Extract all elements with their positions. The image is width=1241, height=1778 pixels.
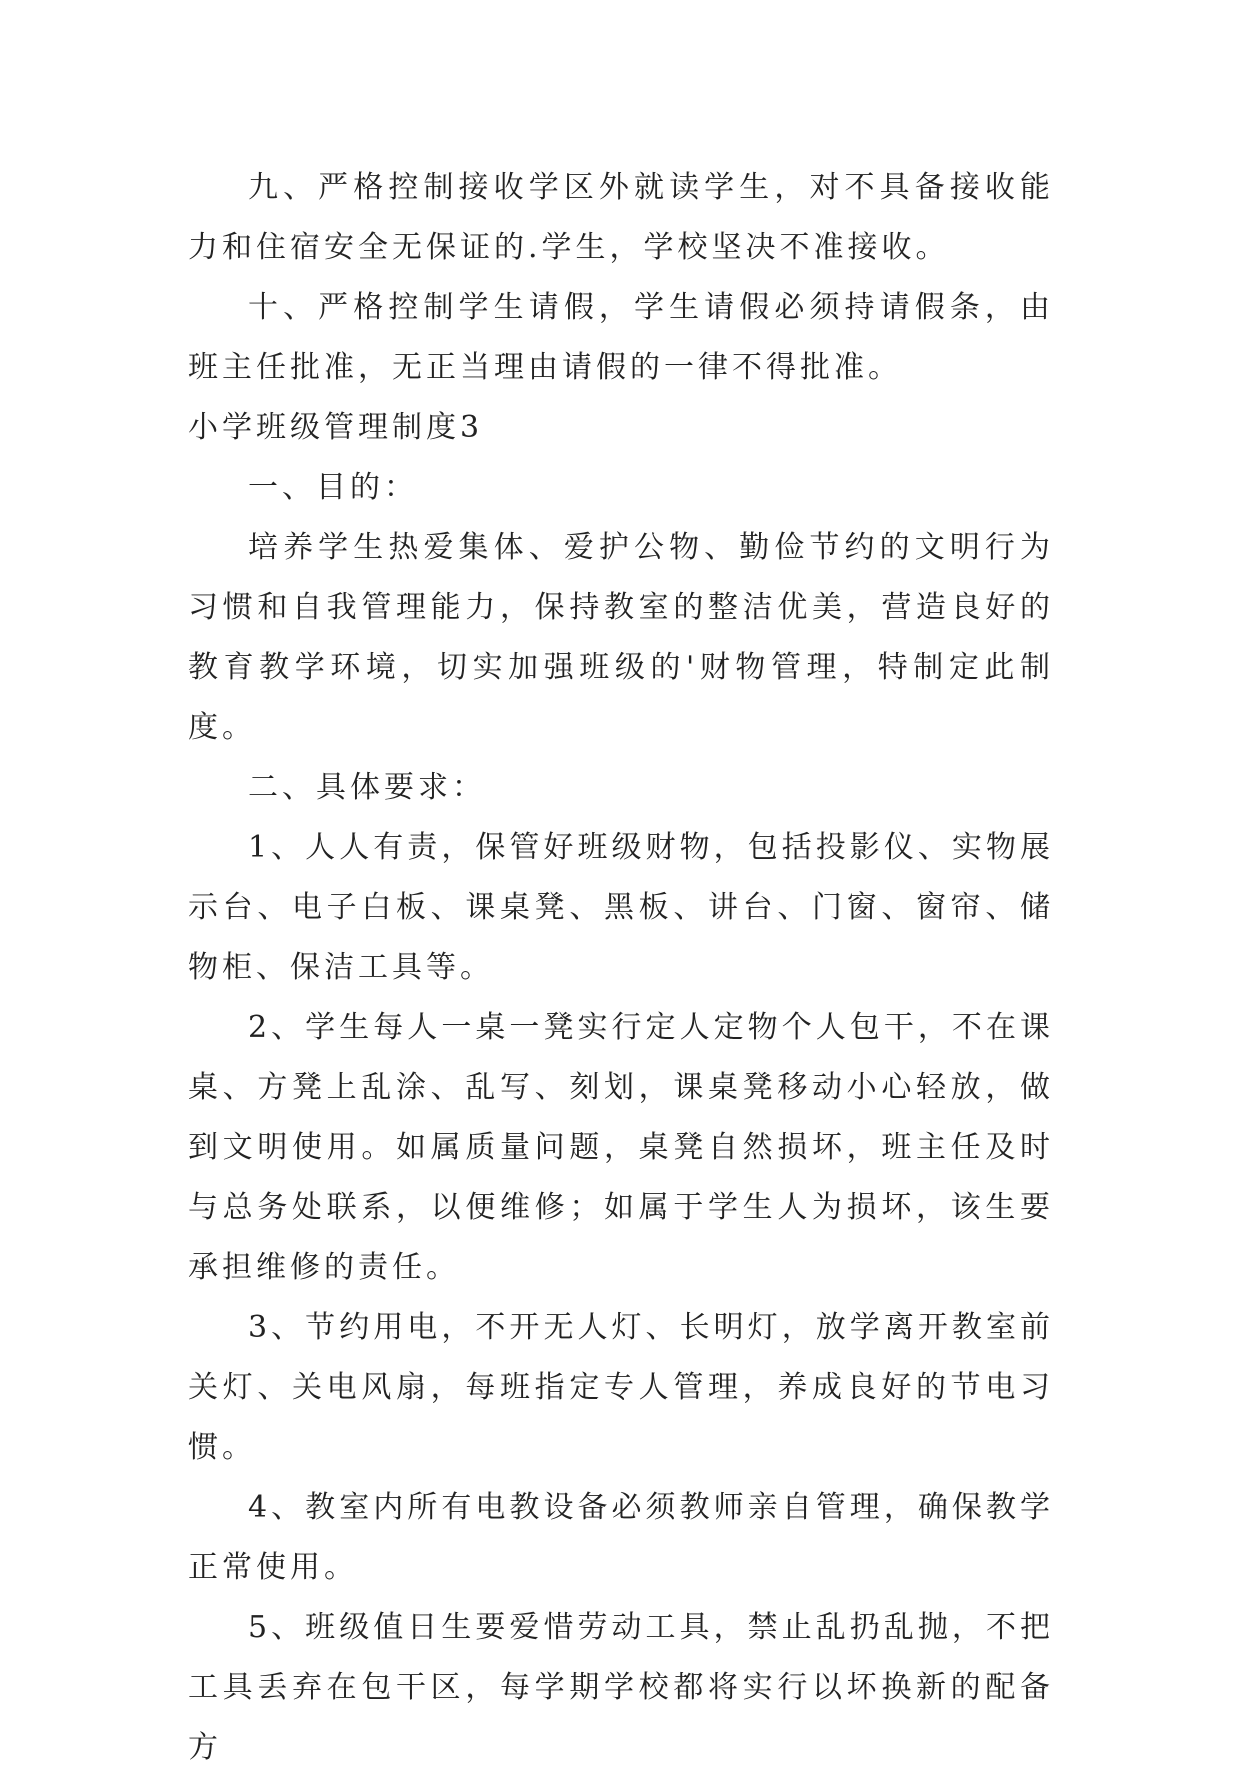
requirement-item-2: 2、学生每人一桌一凳实行定人定物个人包干，不在课桌、方凳上乱涂、乱写、刻划，课桌凳移动小心轻放，做到文明使用。如属质量问题，桌凳自然损坏，班主任及时与总务处联系，以便维修；如属于学生人为损坏，该生要承担维修的责任。 — [188, 1010, 1054, 1285]
paragraph-9: 九、严格控制接收学区外就读学生，对不具备接收能力和住宿安全无保证的.学生，学校坚决不准接收。 — [188, 170, 1054, 265]
section-title: 小学班级管理制度3 — [188, 410, 484, 445]
requirement-item-4: 4、教室内所有电教设备必须教师亲自管理，确保教学正常使用。 — [188, 1490, 1054, 1585]
requirement-item-5: 5、班级值日生要爱惜劳动工具，禁止乱扔乱抛，不把工具丢弃在包干区，每学期学校都将实行以坏换新的配备方 — [188, 1610, 1054, 1765]
requirement-item-3: 3、节约用电，不开无人灯、长明灯，放学离开教室前关灯、关电风扇，每班指定专人管理，养成良好的节电习惯。 — [188, 1310, 1054, 1465]
purpose-heading: 一、目的： — [248, 470, 418, 505]
requirements-heading: 二、具体要求： — [248, 770, 486, 805]
requirement-item-1: 1、人人有责，保管好班级财物，包括投影仪、实物展示台、电子白板、课桌凳、黑板、讲台、门窗、窗帘、储物柜、保洁工具等。 — [188, 830, 1054, 985]
document-body — [188, 158, 1054, 1778]
paragraph-10: 十、严格控制学生请假，学生请假必须持请假条，由班主任批准，无正当理由请假的一律不得批准。 — [188, 290, 1054, 385]
purpose-body: 培养学生热爱集体、爱护公物、勤俭节约的文明行为习惯和自我管理能力，保持教室的整洁优美，营造良好的教育教学环境，切实加强班级的'财物管理，特制定此制度。 — [188, 530, 1054, 745]
